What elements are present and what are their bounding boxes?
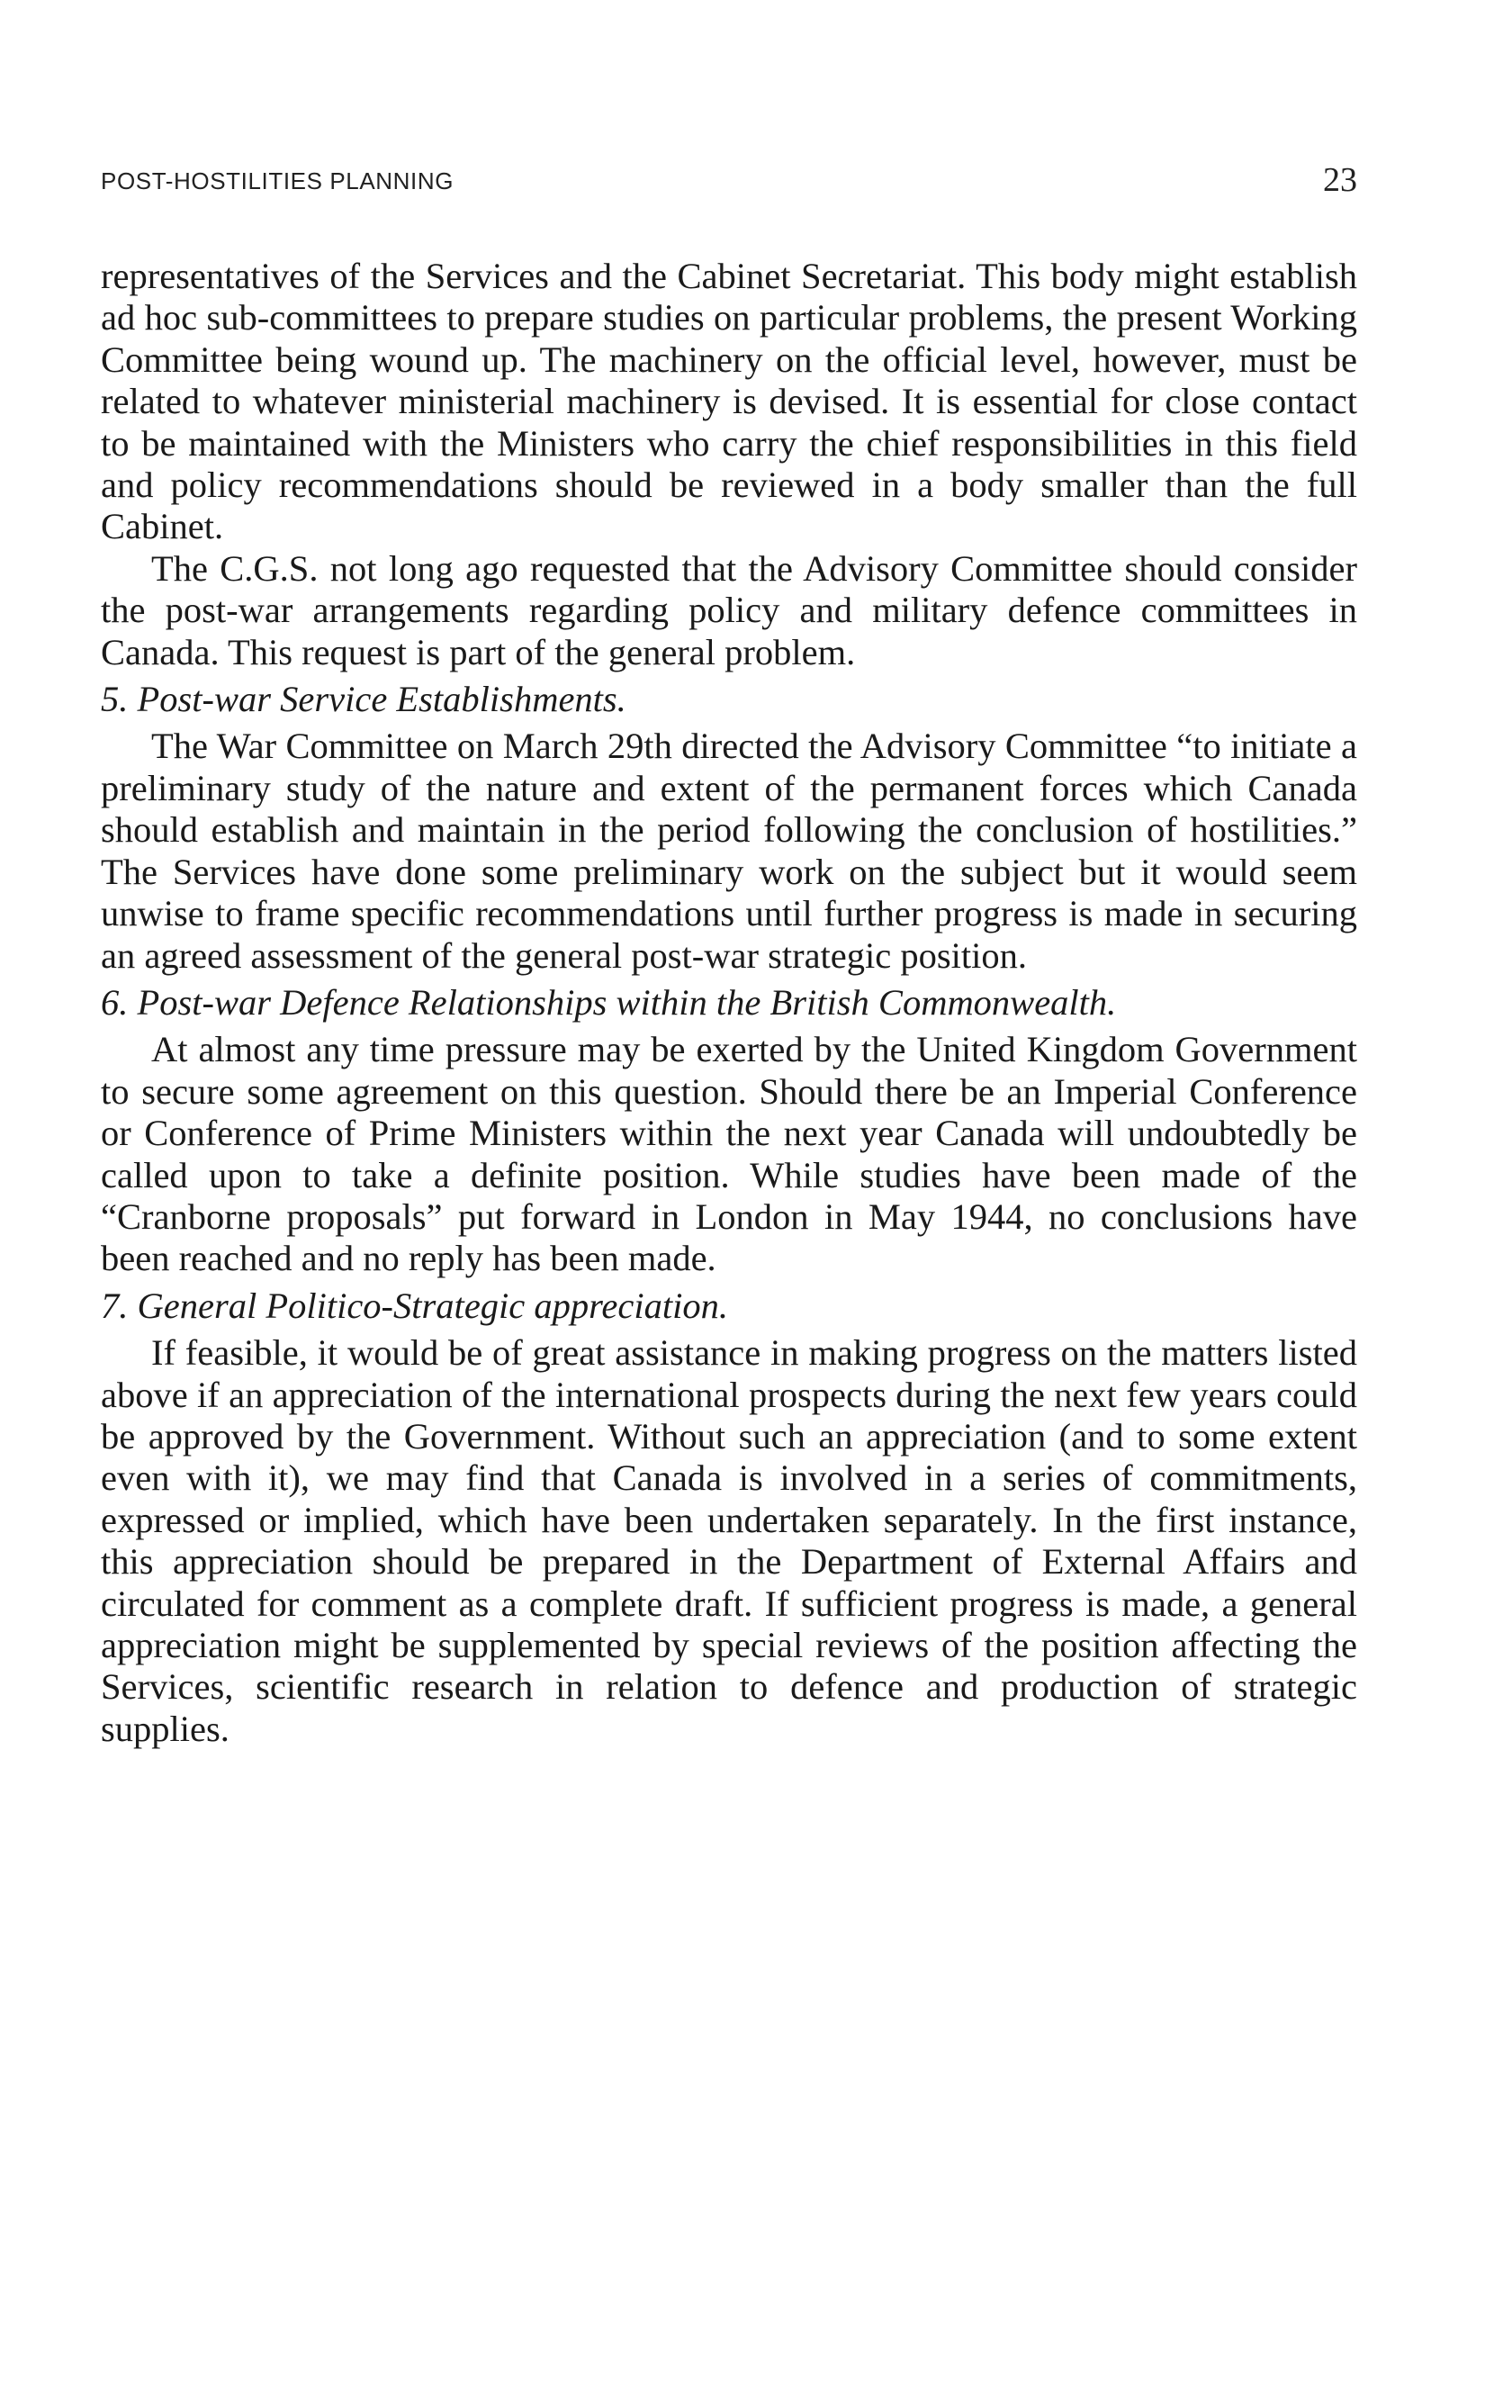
section-heading-5: 5. Post-war Service Establishments. — [101, 679, 626, 720]
running-head — [101, 160, 1357, 200]
paragraph-commonwealth-relationships: At almost any time pressure may be exerted by the United Kingdom Government to secure some agreement on this question. Should there be an Imperial Conference or Conference of Prime Ministers within the next year Canada will undoubtedly be called upon to take a definite position. While studies have been made of the “Cranborne proposals” put forward in London in May 1944, no conclusions have been reached and no reply has been made. — [101, 1029, 1357, 1279]
section-heading-6: 6. Post-war Defence Relationships within the British Commonwealth. — [101, 981, 1117, 1023]
paragraph-strategic-appreciation: If feasible, it would be of great assistance in making progress on the matters listed above if an appreciation of the international prospects during the next few years could be approved by the Government. Without such an appreciation (and to some extent even with it), we may find that Canada is involved in a series of commitments, expressed or implied, which have been undertaken separately. In the first instance, this appreciation should be prepared in the Department of External Affairs and circulated for comment as a complete draft. If sufficient progress is made, a general appreciation might be supplemented by special reviews of the position affecting the Services, scientific research in relation to defence and production of strategic supplies. — [101, 1332, 1357, 1749]
paragraph-service-establishments: The War Committee on March 29th directed the Advisory Committee “to initiate a preliminary study of the nature and extent of the permanent forces which Canada should establish and maintain in the period following the conclusion of hostilities.” The Services have done some preliminary work on the subject but it would seem unwise to frame specific recommendations until further progress is made in securing an agreed assessment of the general post-war strategic position. — [101, 726, 1357, 976]
running-title: POST-HOSTILITIES PLANNING — [101, 167, 454, 194]
section-heading-7: 7. General Politico-Strategic appreciation. — [101, 1285, 728, 1326]
paragraph-continuation: representatives of the Services and the Cabinet Secretariat. This body might establish ad hoc sub-committees to prepare studies on particular problems, the present Working Committee being wound up. The machinery on the official level, however, must be related to whatever ministerial machinery is devised. It is essential for close contact to be maintained with the Ministers who carry the chief responsibilities in this field and policy recommendations should be reviewed in a body smaller than the full Cabinet. — [101, 256, 1357, 547]
page-number: 23 — [1323, 161, 1357, 199]
paragraph-cgs-request: The C.G.S. not long ago requested that the Advisory Committee should consider the post-war arrangements regarding policy and military defence committees in Canada. This request is part of the general problem. — [101, 547, 1357, 672]
body-text — [101, 256, 1357, 1750]
